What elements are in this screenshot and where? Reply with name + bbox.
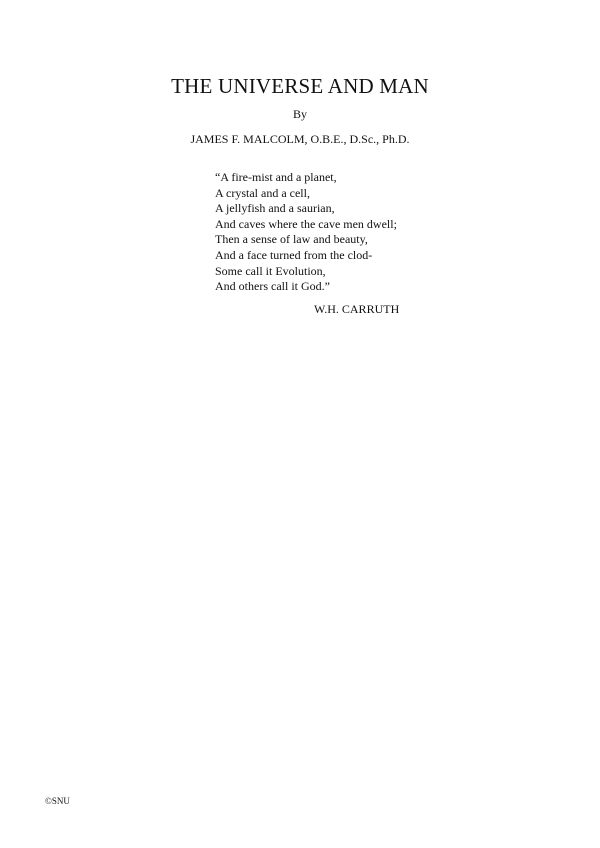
- byline: By: [292, 107, 307, 121]
- poem-line: A crystal and a cell,: [215, 185, 310, 200]
- poem-line: And others call it God.”: [215, 279, 330, 294]
- author-name: JAMES F. MALCOLM, O.B.E., D.Sc., Ph.D.: [190, 132, 410, 146]
- poem-line: Some call it Evolution,: [215, 263, 326, 278]
- poem-line: And caves where the cave men dwell;: [215, 216, 397, 231]
- page-title: THE UNIVERSE AND MAN: [171, 74, 429, 98]
- poem-line: Then a sense of law and beauty,: [215, 232, 368, 247]
- poem-line: And a face turned from the clod-: [215, 247, 373, 262]
- poem-attribution: W.H. CARRUTH: [314, 302, 400, 316]
- poem-line: “A fire-mist and a planet,: [215, 170, 337, 184]
- copyright-notice: ©SNU: [45, 796, 70, 806]
- epigraph-poem: [215, 170, 397, 295]
- poem-line: A jellyfish and a saurian,: [215, 201, 335, 216]
